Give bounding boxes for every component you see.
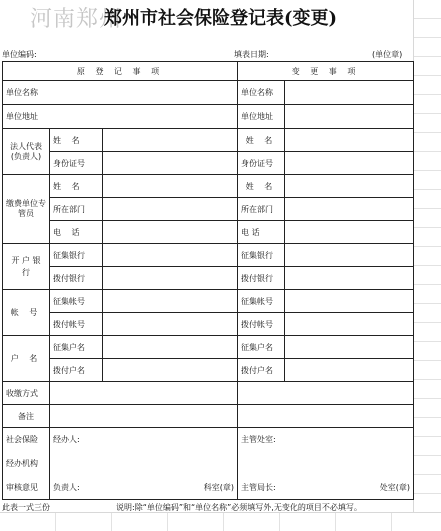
table-row [3,152,414,175]
registration-form-table [2,61,414,500]
payment-method-label: 收缴方式 [3,382,50,405]
table-row [3,129,414,152]
responsible-label: 负责人: [53,482,80,492]
legal-rep-label: 法人代表(负责人) [3,129,50,175]
agency-label-line2: 经办机构 [3,452,50,476]
change-remarks-cell[interactable] [238,405,414,428]
fill-date-label: 填表日期: [234,50,269,59]
pay-bank-label: 拨付银行 [50,267,103,290]
change-items-header: 变 更 事 项 [238,62,414,81]
pay-name-label: 拨付户名 [50,359,103,382]
bank-label: 开 户 银 行 [3,244,50,290]
spreadsheet-column-grid [413,0,441,530]
change-admin-name-label: 姓 名 [238,175,285,198]
table-row [3,313,414,336]
change-pay-bank-cell[interactable] [285,267,414,290]
change-collect-account-cell[interactable] [285,290,414,313]
table-row [3,290,414,313]
admin-phone-cell[interactable] [103,221,238,244]
table-row [3,382,414,405]
table-row [3,359,414,382]
table-row [3,221,414,244]
payment-method-cell[interactable] [50,382,238,405]
legal-rep-id-cell[interactable] [103,152,238,175]
director-row [238,476,414,500]
change-admin-dept-cell[interactable] [285,198,414,221]
form-title: 郑州市社会保险登记表(变更) [103,8,338,29]
watermark: 河南郑州 [30,7,123,32]
supervisor-sign-cell[interactable] [238,452,414,476]
unit-address-label: 单位地址 [3,105,238,129]
account-label: 帐 号 [3,290,50,336]
change-admin-name-cell[interactable] [285,175,414,198]
change-collect-name-label: 征集户名 [238,336,285,359]
change-unit-name-label: 单位名称 [238,81,285,105]
admin-name-label: 姓 名 [50,175,103,198]
table-row [3,105,414,129]
change-pay-name-label: 拨付户名 [238,359,285,382]
table-row [3,476,414,500]
admin-name-cell[interactable] [103,175,238,198]
table-row [3,336,414,359]
original-items-header: 原 登 记 事 项 [3,62,238,81]
table-row [3,428,414,452]
section-stamp-label: 科室(章) [203,482,235,492]
responsible-row [50,476,238,500]
pay-bank-cell[interactable] [103,267,238,290]
change-legal-rep-id-label: 身份证号 [238,152,285,175]
table-row [3,81,414,105]
change-legal-rep-name-label: 姓 名 [238,129,285,152]
change-collect-bank-label: 征集银行 [238,244,285,267]
pay-name-cell[interactable] [103,359,238,382]
spreadsheet-row-grid [0,512,441,531]
change-admin-phone-cell[interactable] [285,221,414,244]
table-row [3,452,414,476]
handler-label: 经办人: [50,428,238,452]
change-admin-phone-label: 电 话 [238,221,285,244]
collect-bank-label: 征集银行 [50,244,103,267]
admin-dept-label: 所在部门 [50,198,103,221]
collect-name-cell[interactable] [103,336,238,359]
table-row [3,244,414,267]
change-collect-account-label: 征集帐号 [238,290,285,313]
collect-account-label: 征集帐号 [50,290,103,313]
copies-note: 此表一式三份 [2,503,50,512]
change-pay-account-label: 拨付帐号 [238,313,285,336]
change-legal-rep-id-cell[interactable] [285,152,414,175]
table-row [3,198,414,221]
legal-rep-name-cell[interactable] [103,129,238,152]
collect-bank-cell[interactable] [103,244,238,267]
admin-label: 缴费单位专管员 [3,175,50,244]
office-stamp-label: 处室(章) [379,482,411,492]
collect-name-label: 征集户名 [50,336,103,359]
director-label: 主管局长: [241,482,276,492]
handler-sign-cell[interactable] [50,452,238,476]
legal-rep-id-label: 身份证号 [50,152,103,175]
change-payment-method-cell[interactable] [238,382,414,405]
account-name-label: 户 名 [3,336,50,382]
legal-rep-name-label: 姓 名 [50,129,103,152]
pay-account-label: 拨付帐号 [50,313,103,336]
table-header-row [3,62,414,81]
supervisor-label: 主管处室: [238,428,414,452]
remarks-cell[interactable] [50,405,238,428]
remarks-label: 备注 [3,405,50,428]
change-pay-name-cell[interactable] [285,359,414,382]
change-admin-dept-label: 所在部门 [238,198,285,221]
unit-name-label: 单位名称 [3,81,238,105]
change-unit-address-label: 单位地址 [238,105,285,129]
agency-label-line3: 审核意见 [3,476,50,500]
change-pay-bank-label: 拨付银行 [238,267,285,290]
change-pay-account-cell[interactable] [285,313,414,336]
admin-dept-cell[interactable] [103,198,238,221]
agency-label-line1: 社会保险 [3,428,50,452]
unit-stamp-label: (单位章) [372,50,403,59]
change-collect-bank-cell[interactable] [285,244,414,267]
table-row [3,405,414,428]
change-unit-name-cell[interactable] [285,81,414,105]
admin-phone-label: 电 话 [50,221,103,244]
pay-account-cell[interactable] [103,313,238,336]
unit-code-label: 单位编码: [2,50,37,59]
change-collect-name-cell[interactable] [285,336,414,359]
instruction-note: 说明:除“单位编码”和“单位名称”必须填写外,无变化的项目不必填写。 [116,503,362,512]
change-unit-address-cell[interactable] [285,105,414,129]
table-row [3,175,414,198]
change-legal-rep-name-cell[interactable] [285,129,414,152]
table-row [3,267,414,290]
collect-account-cell[interactable] [103,290,238,313]
